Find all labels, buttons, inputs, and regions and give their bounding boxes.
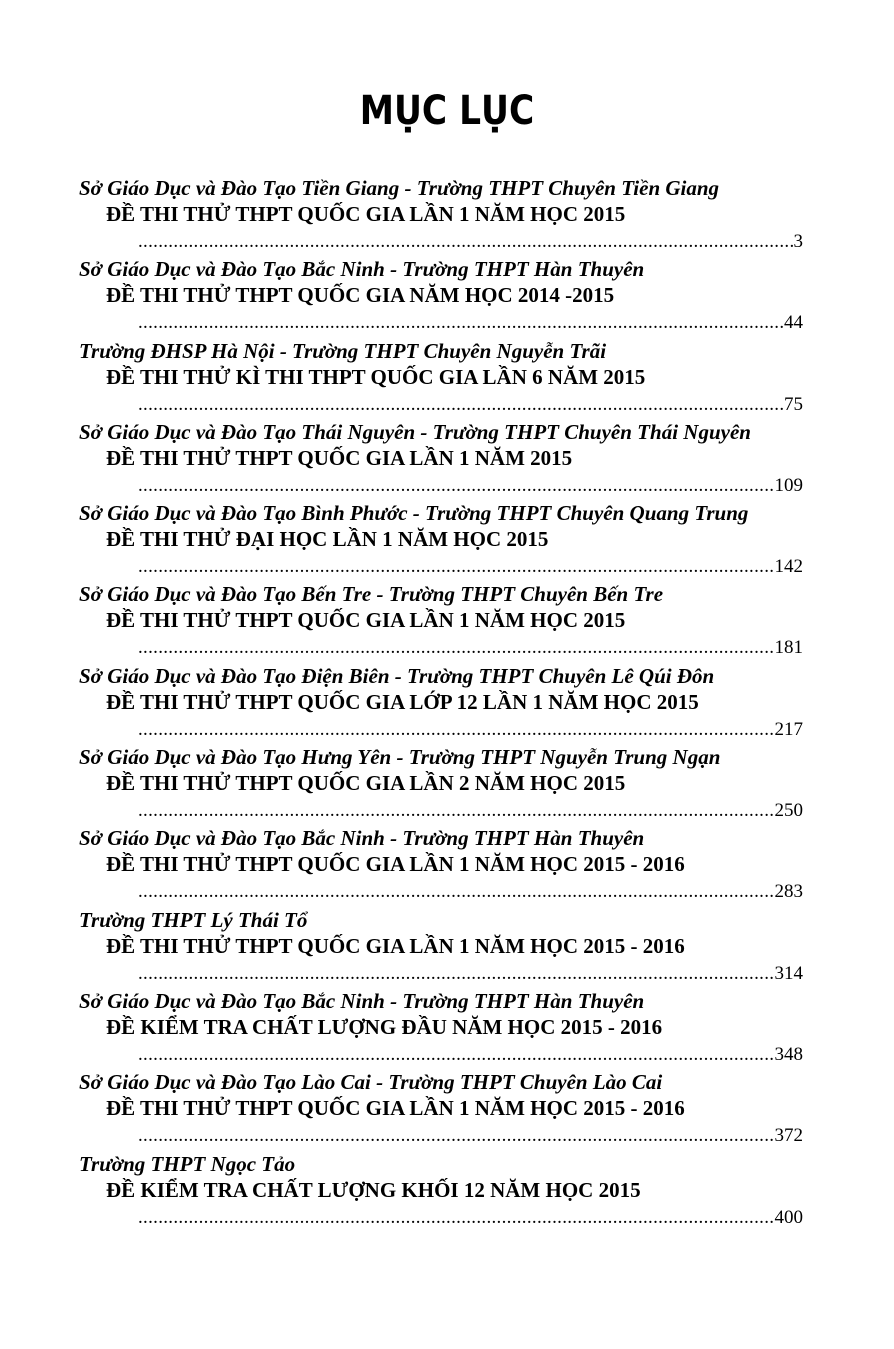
toc-entry-leader: [138, 555, 803, 579]
dot-leader: [138, 393, 784, 417]
toc-entry[interactable]: [0, 906, 894, 987]
dot-leader: [138, 636, 775, 660]
toc-entry-leader: [138, 880, 803, 904]
toc-entry-page-number: 348: [774, 1043, 803, 1065]
toc-entry-page-number: 217: [774, 718, 803, 740]
dot-leader: [138, 1043, 775, 1067]
toc-entry-page-number: 400: [774, 1206, 803, 1228]
toc-entry-exam-title: ĐỀ THI THỬ THPT QUỐC GIA NĂM HỌC 2014 -2015: [106, 283, 615, 308]
toc-entry-exam-title: ĐỀ THI THỬ THPT QUỐC GIA LẦN 2 NĂM HỌC 2015: [106, 771, 626, 796]
dot-leader: [138, 555, 775, 579]
toc-entry-source: Sở Giáo Dục và Đào Tạo Bến Tre - Trường THPT Chuyên Bến Tre: [79, 582, 664, 607]
toc-entry-leader: [138, 962, 803, 986]
toc-entry-exam-title: ĐỀ THI THỬ THPT QUỐC GIA LẦN 1 NĂM HỌC 2015 - 2016: [106, 1096, 685, 1121]
toc-entry-page-number: 44: [784, 312, 803, 334]
toc-entry-page-number: 283: [774, 881, 803, 903]
dot-leader: [138, 474, 775, 498]
toc-entry-source: Sở Giáo Dục và Đào Tạo Bình Phước - Trường THPT Chuyên Quang Trung: [79, 501, 749, 526]
dot-leader: [138, 718, 775, 742]
toc-entry-exam-title: ĐỀ THI THỬ KÌ THI THPT QUỐC GIA LẦN 6 NĂM 2015: [106, 364, 646, 389]
toc-entry-source: Trường THPT Ngọc Tảo: [79, 1151, 296, 1176]
toc-entry-leader: [138, 1206, 803, 1230]
toc-entry-leader: [138, 1043, 803, 1067]
toc-entry-leader: [138, 718, 803, 742]
toc-entry[interactable]: [0, 499, 894, 580]
dot-leader: [138, 880, 775, 904]
toc-entry-exam-title: ĐỀ THI THỬ THPT QUỐC GIA LẦN 1 NĂM HỌC 2015: [106, 608, 626, 633]
toc-entry-source: Sở Giáo Dục và Đào Tạo Hưng Yên - Trường THPT Nguyễn Trung Ngạn: [79, 745, 721, 770]
toc-entry-source: Sở Giáo Dục và Đào Tạo Lào Cai - Trường THPT Chuyên Lào Cai: [79, 1070, 663, 1095]
toc-entry-leader: [138, 636, 803, 660]
dot-leader: [138, 1124, 775, 1148]
toc-entry-page-number: 109: [774, 474, 803, 496]
toc-entry[interactable]: [0, 987, 894, 1068]
toc-entry-page-number: 142: [774, 556, 803, 578]
dot-leader: [138, 1206, 775, 1230]
toc-entry-leader: [138, 393, 803, 417]
toc-entry[interactable]: [0, 174, 894, 255]
dot-leader: [138, 799, 775, 823]
toc-entry-leader: [138, 474, 803, 498]
toc-entry-page-number: 372: [774, 1125, 803, 1147]
toc-entry[interactable]: [0, 743, 894, 824]
toc-entry-source: Trường ĐHSP Hà Nội - Trường THPT Chuyên Nguyễn Trãi: [79, 338, 607, 363]
toc-entry[interactable]: [0, 824, 894, 905]
toc-entry[interactable]: [0, 1068, 894, 1149]
toc-entry-exam-title: ĐỀ KIỂM TRA CHẤT LƯỢNG ĐẦU NĂM HỌC 2015 - 2016: [106, 1014, 663, 1039]
toc-entry[interactable]: [0, 1150, 894, 1231]
toc-entry-exam-title: ĐỀ THI THỬ THPT QUỐC GIA LẦN 1 NĂM HỌC 2015 - 2016: [106, 933, 685, 958]
toc-entry-source: Sở Giáo Dục và Đào Tạo Bắc Ninh - Trường THPT Hàn Thuyên: [79, 257, 645, 282]
toc-entry-page-number: 250: [774, 800, 803, 822]
toc-entry-exam-title: ĐỀ THI THỬ THPT QUỐC GIA LẦN 1 NĂM HỌC 2015 - 2016: [106, 852, 685, 877]
toc-entry-leader: [138, 230, 803, 254]
toc-entry[interactable]: [0, 580, 894, 661]
toc-list: [0, 174, 894, 1231]
toc-entry-exam-title: ĐỀ KIỂM TRA CHẤT LƯỢNG KHỐI 12 NĂM HỌC 2015: [106, 1177, 641, 1202]
toc-entry-source: Sở Giáo Dục và Đào Tạo Bắc Ninh - Trường THPT Hàn Thuyên: [79, 988, 645, 1013]
toc-entry-source: Sở Giáo Dục và Đào Tạo Điện Biên - Trường THPT Chuyên Lê Qúi Đôn: [79, 663, 715, 688]
page-title: MỤC LỤC: [359, 88, 535, 134]
toc-entry-leader: [138, 311, 803, 335]
toc-entry[interactable]: [0, 418, 894, 499]
toc-entry-exam-title: ĐỀ THI THỬ ĐẠI HỌC LẦN 1 NĂM HỌC 2015: [106, 527, 549, 552]
toc-entry-source: Sở Giáo Dục và Đào Tạo Thái Nguyên - Trường THPT Chuyên Thái Nguyên: [79, 419, 751, 444]
toc-entry-exam-title: ĐỀ THI THỬ THPT QUỐC GIA LỚP 12 LẦN 1 NĂM HỌC 2015: [106, 689, 699, 714]
toc-entry[interactable]: [0, 337, 894, 418]
toc-entry-page-number: 3: [793, 231, 803, 252]
toc-entry-leader: [138, 799, 803, 823]
dot-leader: [138, 311, 784, 335]
toc-entry-source: Trường THPT Lý Thái Tổ: [79, 907, 308, 932]
toc-entry-page-number: 181: [774, 637, 803, 659]
toc-entry-page-number: 314: [774, 962, 803, 984]
toc-entry-page-number: 75: [784, 393, 803, 415]
dot-leader: [138, 962, 775, 986]
toc-entry-exam-title: ĐỀ THI THỬ THPT QUỐC GIA LẦN 1 NĂM 2015: [106, 445, 573, 470]
dot-leader: [138, 230, 794, 254]
toc-entry-source: Sở Giáo Dục và Đào Tạo Bắc Ninh - Trường THPT Hàn Thuyên: [79, 826, 645, 851]
toc-entry-leader: [138, 1124, 803, 1148]
toc-entry-source: Sở Giáo Dục và Đào Tạo Tiền Giang - Trường THPT Chuyên Tiền Giang: [79, 176, 720, 200]
toc-entry[interactable]: [0, 662, 894, 743]
toc-entry-exam-title: ĐỀ THI THỬ THPT QUỐC GIA LẦN 1 NĂM HỌC 2015: [106, 202, 626, 226]
toc-entry[interactable]: [0, 255, 894, 336]
